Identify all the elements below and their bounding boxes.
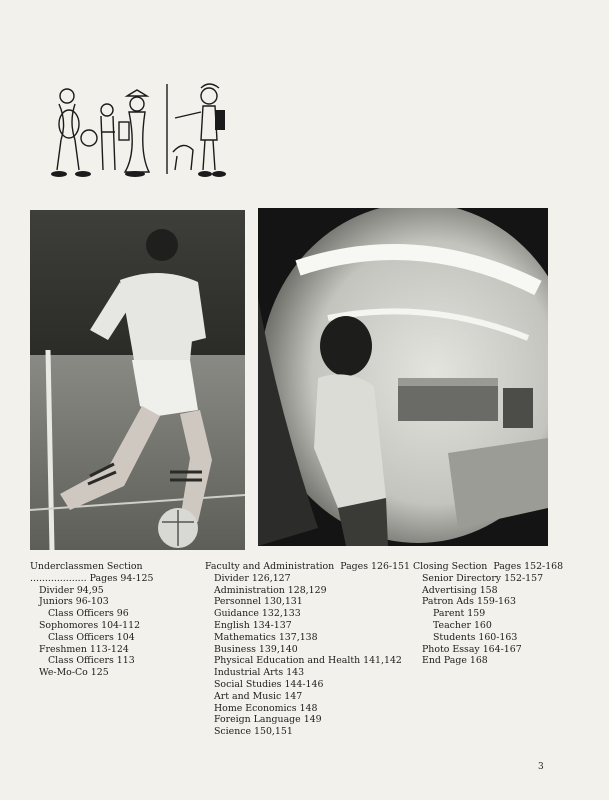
toc-entry: Mathematics 137,138 bbox=[214, 631, 318, 643]
toc-entry: Photo Essay 164-167 bbox=[422, 643, 522, 655]
toc-entry: Parent 159 bbox=[433, 608, 486, 620]
section-heading-line bbox=[205, 561, 410, 573]
toc-entry: Teacher 160 bbox=[433, 619, 492, 631]
toc-entry: Juniors 96-103 bbox=[39, 596, 109, 608]
toc-entry: Foreign Language 149 bbox=[214, 714, 322, 726]
toc-entry: Freshmen 113-124 bbox=[39, 643, 129, 655]
toc-entry: Social Studies 144-146 bbox=[214, 678, 324, 690]
section-pages: Pages 126-151 bbox=[340, 561, 410, 572]
toc-entry: End Page 168 bbox=[422, 655, 488, 667]
dot-leader: ................... bbox=[30, 572, 87, 584]
section-heading: Underclassmen Section bbox=[30, 561, 143, 572]
toc-entry: Physical Education and Health 141,142 bbox=[214, 655, 402, 667]
toc-underclassmen-section bbox=[30, 561, 154, 679]
toc-closing-section bbox=[413, 561, 564, 667]
soccer-player-photo bbox=[30, 210, 245, 550]
toc-entry: Class Officers 104 bbox=[48, 631, 135, 643]
page-number: 3 bbox=[538, 762, 544, 772]
toc-entry: Advertising 158 bbox=[422, 584, 498, 596]
toc-entry: We-Mo-Co 125 bbox=[39, 667, 109, 679]
fisheye-office-photo bbox=[258, 208, 548, 546]
cartoon-characters-illustration bbox=[45, 82, 235, 187]
toc-entry: Home Economics 148 bbox=[214, 702, 318, 714]
toc-entry: Patron Ads 159-163 bbox=[422, 596, 516, 608]
toc-entry: Administration 128,129 bbox=[214, 584, 327, 596]
toc-entry: Students 160-163 bbox=[433, 631, 518, 643]
toc-entry: Divider 94,95 bbox=[39, 584, 104, 596]
toc-entry: Guidance 132,133 bbox=[214, 608, 301, 620]
toc-entry: English 134-137 bbox=[214, 619, 292, 631]
section-heading: Faculty and Administration bbox=[205, 561, 335, 572]
toc-entry: Personnel 130,131 bbox=[214, 596, 303, 608]
section-heading-line bbox=[413, 561, 563, 573]
toc-entry: Senior Directory 152-157 bbox=[422, 572, 544, 584]
section-pages: Pages 94-125 bbox=[89, 572, 154, 584]
toc-entry: Science 150,151 bbox=[214, 726, 293, 738]
toc-entry: Sophomores 104-112 bbox=[39, 619, 141, 631]
toc-entry: Art and Music 147 bbox=[214, 690, 303, 702]
toc-faculty-section bbox=[205, 561, 410, 738]
toc-entry: Industrial Arts 143 bbox=[214, 667, 305, 679]
section-pages: Pages 152-168 bbox=[493, 561, 564, 572]
toc-entry: Class Officers 96 bbox=[48, 608, 129, 620]
section-heading: Closing Section bbox=[413, 561, 488, 572]
toc-entry: Business 139,140 bbox=[214, 643, 298, 655]
section-pages-line bbox=[30, 573, 153, 585]
toc-entry: Class Officers 113 bbox=[48, 655, 135, 667]
toc-entry: Divider 126,127 bbox=[214, 572, 291, 584]
